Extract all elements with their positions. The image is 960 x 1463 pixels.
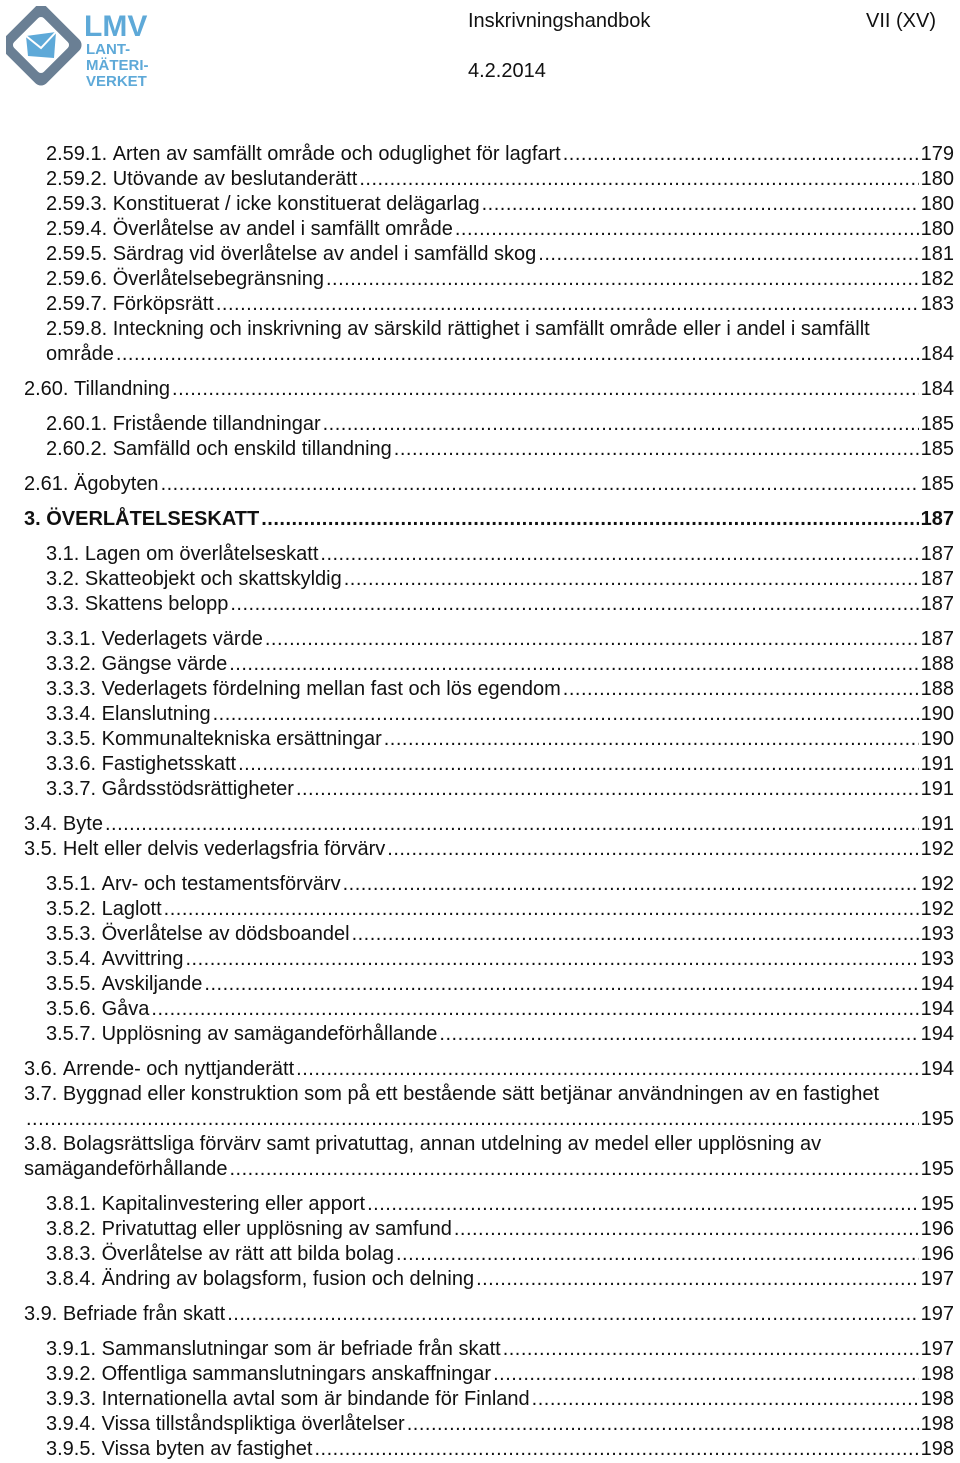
toc-number: 3.9.2. (46, 1363, 102, 1385)
toc-number: 3.5.1. (46, 873, 102, 895)
toc-entry[interactable] (0, 997, 960, 1022)
toc-leader-dots (213, 702, 919, 727)
toc-title: Överlåtelse av andel i samfällt område (112, 218, 453, 240)
toc-number: 3.5. (24, 838, 63, 860)
toc-page-number: 190 (920, 728, 954, 750)
toc-title: Arten av samfällt område och oduglighet för lagfart (112, 143, 561, 165)
toc-leader-dots (493, 1362, 919, 1387)
toc-title: Samfälld och enskild tillandning (112, 438, 392, 460)
toc-number: 3.9. (24, 1303, 63, 1325)
toc-number: 2.59.4. (46, 218, 113, 240)
toc-entry[interactable] (0, 1132, 960, 1182)
toc-title: Inteckning och inskrivning av särskild rättighet i samfällt område eller i andel i samfällt (112, 318, 870, 340)
toc-entry[interactable] (0, 1362, 960, 1387)
toc-title-continuation: samägandeförhållande (24, 1158, 228, 1180)
toc-entry[interactable] (0, 1217, 960, 1242)
toc-title: Elanslutning (101, 703, 211, 725)
toc-page-number: 194 (920, 1058, 954, 1080)
toc-entry[interactable] (0, 412, 960, 437)
toc-title: Arv- och testamentsförvärv (101, 873, 341, 895)
toc-number: 3.8.2. (46, 1218, 102, 1240)
toc-leader-dots (164, 897, 919, 922)
toc-leader-dots (296, 777, 919, 802)
toc-title: Avvittring (101, 948, 184, 970)
toc-entry[interactable] (0, 702, 960, 727)
toc-page-number: 180 (920, 193, 954, 215)
toc-page-number: 198 (920, 1438, 954, 1460)
toc-page-number: 184 (920, 378, 954, 400)
toc-page-number: 185 (920, 438, 954, 460)
toc-number: 3.5.4. (46, 948, 102, 970)
toc-number: 2.60.2. (46, 438, 113, 460)
toc-page-number: 197 (920, 1338, 954, 1360)
toc-page-number: 187 (920, 593, 954, 615)
toc-entry[interactable] (0, 652, 960, 677)
toc-entry[interactable] (0, 267, 960, 292)
toc-number: 3.3.7. (46, 778, 102, 800)
toc-title: Befriade från skatt (62, 1303, 226, 1325)
toc-entry[interactable] (0, 777, 960, 802)
toc-title: Byte (62, 813, 103, 835)
toc-entry[interactable] (0, 1057, 960, 1082)
toc-leader-dots (455, 217, 919, 242)
toc-number: 3.5.7. (46, 1023, 102, 1045)
toc-leader-dots (563, 142, 919, 167)
toc-page-number: 195 (920, 1158, 954, 1180)
toc-entry[interactable] (0, 167, 960, 192)
toc-number: 3.8.4. (46, 1268, 102, 1290)
toc-leader-dots (314, 1437, 918, 1462)
toc-title: Internationella avtal som är bindande för Finland (101, 1388, 530, 1410)
toc-entry[interactable] (0, 217, 960, 242)
toc-leader-dots (238, 752, 919, 777)
toc-number: 2.59.6. (46, 268, 113, 290)
toc-number: 3.5.6. (46, 998, 102, 1020)
toc-leader-dots (384, 727, 919, 752)
toc-number: 3.6. (24, 1058, 63, 1080)
toc-leader-dots (387, 837, 918, 862)
toc-number: 3.8.1. (46, 1193, 102, 1215)
toc-page-number: 197 (920, 1268, 954, 1290)
toc-page-number: 187 (920, 628, 954, 650)
toc-title: Avskiljande (101, 973, 203, 995)
toc-entry[interactable] (0, 947, 960, 972)
toc-title: Gängse värde (101, 653, 228, 675)
toc-number: 3.5.5. (46, 973, 102, 995)
toc-number: 3.9.1. (46, 1338, 102, 1360)
toc-number: 3.4. (24, 813, 63, 835)
toc-page-number: 188 (920, 653, 954, 675)
toc-title: Fastighetsskatt (101, 753, 237, 775)
toc-title: Förköpsrätt (112, 293, 214, 315)
toc-page-number: 192 (920, 898, 954, 920)
toc-page-number: 192 (920, 873, 954, 895)
toc-entry[interactable] (0, 437, 960, 462)
toc-title: Offentliga sammanslutningars anskaffningar (101, 1363, 492, 1385)
toc-title: Fristående tillandningar (112, 413, 321, 435)
toc-number: 3.3.6. (46, 753, 102, 775)
toc-entry[interactable] (0, 472, 960, 497)
toc-leader-dots (367, 1192, 919, 1217)
toc-leader-dots (344, 567, 919, 592)
toc-leader-dots (323, 412, 919, 437)
toc-title: Kommunaltekniska ersättningar (101, 728, 382, 750)
toc-page-number: 184 (920, 343, 954, 365)
toc-title: Gårdsstödsrättigheter (101, 778, 294, 800)
toc-title: Privatuttag eller upplösning av samfund (101, 1218, 452, 1240)
toc-page-number: 198 (920, 1388, 954, 1410)
toc-page-number: 185 (920, 473, 954, 495)
toc-title: Överlåtelsebegränsning (112, 268, 324, 290)
toc-page-number: 180 (920, 218, 954, 240)
toc-page-number: 194 (920, 1023, 954, 1045)
toc-entry[interactable] (0, 317, 960, 367)
toc-number: 3.3.4. (46, 703, 102, 725)
toc-page-number: 193 (920, 923, 954, 945)
document-title: Inskrivningshandbok (468, 10, 651, 32)
toc-leader-dots (407, 1412, 919, 1437)
toc-entry[interactable] (0, 1242, 960, 1267)
toc-entry[interactable] (0, 922, 960, 947)
toc-page-number: 194 (920, 973, 954, 995)
toc-leader-dots (229, 652, 918, 677)
page-number: VII (XV) (866, 10, 937, 32)
toc-page-number: 192 (920, 838, 954, 860)
toc-page-number: 196 (920, 1243, 954, 1265)
toc-leader-dots (172, 377, 919, 402)
toc-leader-dots (320, 542, 918, 567)
toc-entry[interactable] (0, 1302, 960, 1327)
toc-title: Överlåtelse av rätt att bilda bolag (101, 1243, 394, 1265)
toc-number: 3.8.3. (46, 1243, 102, 1265)
toc-entry[interactable] (0, 1387, 960, 1412)
toc-number: 3.9.5. (46, 1438, 102, 1460)
toc-leader-dots (482, 192, 919, 217)
toc-title: Lagen om överlåtelseskatt (84, 543, 319, 565)
toc-leader-dots (352, 922, 919, 947)
toc-title: Skattens belopp (84, 593, 229, 615)
toc-page-number: 196 (920, 1218, 954, 1240)
toc-number: 3.3.5. (46, 728, 102, 750)
toc-title: Vederlagets värde (101, 628, 263, 650)
toc-title: Vissa byten av fastighet (101, 1438, 313, 1460)
toc-entry[interactable] (0, 592, 960, 617)
toc-title: Laglott (101, 898, 162, 920)
toc-entry[interactable] (0, 627, 960, 652)
document-date: 4.2.2014 (468, 60, 546, 82)
toc-entry[interactable] (0, 897, 960, 922)
toc-entry[interactable] (0, 677, 960, 702)
toc-entry[interactable] (0, 1337, 960, 1362)
toc-page-number: 198 (920, 1413, 954, 1435)
toc-entry[interactable] (0, 972, 960, 997)
toc-leader-dots (538, 242, 918, 267)
toc-leader-dots (563, 677, 919, 702)
toc-entry[interactable] (0, 542, 960, 567)
toc-page-number: 179 (920, 143, 954, 165)
toc-number: 3.3. (46, 593, 85, 615)
toc-title: Arrende- och nyttjanderätt (62, 1058, 295, 1080)
toc-number: 2.59.5. (46, 243, 113, 265)
toc-title-continuation: område (46, 343, 114, 365)
toc-leader-dots (26, 1107, 919, 1132)
toc-leader-dots (116, 342, 919, 367)
toc-leader-dots (227, 1302, 918, 1327)
toc-number: 3.3.2. (46, 653, 102, 675)
toc-page-number: 193 (920, 948, 954, 970)
svg-text:MÄTERI-: MÄTERI- (86, 57, 149, 74)
svg-text:LANT-: LANT- (86, 41, 131, 58)
toc-title: Ändring av bolagsform, fusion och delning (101, 1268, 475, 1290)
toc-entry[interactable] (0, 1437, 960, 1462)
toc-number: 2.59.1. (46, 143, 113, 165)
toc-number: 2.59.2. (46, 168, 113, 190)
toc-title: Bolagsrättsliga förvärv samt privatuttag, annan utdelning av medel eller upplösning av (62, 1133, 822, 1155)
toc-page-number: 180 (920, 168, 954, 190)
toc-title: Ägobyten (74, 473, 159, 495)
toc-leader-dots (359, 167, 918, 192)
toc-page-number: 195 (920, 1193, 954, 1215)
toc-page-number: 191 (920, 778, 954, 800)
toc-number: 2.60. (24, 378, 75, 400)
toc-page-number: 188 (920, 678, 954, 700)
toc-number: 3.9.3. (46, 1388, 102, 1410)
toc-leader-dots (454, 1217, 919, 1242)
toc-entry[interactable] (0, 1267, 960, 1292)
toc-number: 3.9.4. (46, 1413, 102, 1435)
toc-leader-dots (503, 1337, 919, 1362)
toc-entry[interactable] (0, 812, 960, 837)
toc-entry[interactable] (0, 727, 960, 752)
toc-title: Byggnad eller konstruktion som på ett bestående sätt betjänar användningen av en fastighet (62, 1083, 880, 1105)
toc-entry[interactable] (0, 192, 960, 217)
toc-number: 3.3.3. (46, 678, 102, 700)
toc-page-number: 194 (920, 998, 954, 1020)
toc-page-number: 198 (920, 1363, 954, 1385)
toc-number: 3.8. (24, 1133, 63, 1155)
toc-page-number: 191 (920, 813, 954, 835)
toc-number: 3.2. (46, 568, 85, 590)
toc-leader-dots (261, 507, 918, 532)
toc-title: Skatteobjekt och skattskyldig (84, 568, 342, 590)
toc-leader-dots (204, 972, 918, 997)
toc-page-number: 191 (920, 753, 954, 775)
toc-title: Helt eller delvis vederlagsfria förvärv (62, 838, 386, 860)
toc-leader-dots (186, 947, 919, 972)
toc-number: 2.59.7. (46, 293, 113, 315)
toc-leader-dots (439, 1022, 918, 1047)
toc-number: 3.1. (46, 543, 85, 565)
toc-entry[interactable] (0, 377, 960, 402)
toc-title: Konstituerat / icke konstituerat delägarlag (112, 193, 480, 215)
toc-entry[interactable] (0, 837, 960, 862)
toc-number: 3.7. (24, 1083, 63, 1105)
toc-leader-dots (394, 437, 919, 462)
toc-title: Vederlagets fördelning mellan fast och lös egendom (101, 678, 561, 700)
toc-entry[interactable] (0, 1022, 960, 1047)
toc-entry[interactable] (0, 142, 960, 167)
toc-leader-dots (151, 997, 918, 1022)
toc-number: 2.60.1. (46, 413, 113, 435)
toc-leader-dots (216, 292, 919, 317)
toc-page-number: 190 (920, 703, 954, 725)
toc-title: Tillandning (74, 378, 171, 400)
toc-entry[interactable] (0, 752, 960, 777)
toc-page-number: 197 (920, 1303, 954, 1325)
toc-entry[interactable] (0, 1192, 960, 1217)
toc-entry[interactable] (0, 1082, 960, 1132)
toc-leader-dots (230, 1157, 919, 1182)
toc-page-number: 181 (920, 243, 954, 265)
toc-title: ÖVERLÅTELSESKATT (46, 508, 260, 530)
toc-page-number: 183 (920, 293, 954, 315)
toc-title: Överlåtelse av dödsboandel (101, 923, 350, 945)
toc-leader-dots (161, 472, 919, 497)
toc-leader-dots (343, 872, 919, 897)
toc-leader-dots (265, 627, 919, 652)
toc-number: 2.59.8. (46, 318, 113, 340)
toc-leader-dots (532, 1387, 919, 1412)
toc-page-number: 195 (920, 1108, 954, 1130)
toc-leader-dots (230, 592, 918, 617)
toc-leader-dots (396, 1242, 919, 1267)
toc-number: 2.61. (24, 473, 75, 495)
toc-title: Vissa tillståndspliktiga överlåtelser (101, 1413, 405, 1435)
toc-number: 3.3.1. (46, 628, 102, 650)
toc-entry[interactable] (0, 242, 960, 267)
toc-entry[interactable] (0, 292, 960, 317)
toc-page-number: 182 (920, 268, 954, 290)
svg-text:LMV: LMV (84, 10, 148, 43)
toc-page-number: 185 (920, 413, 954, 435)
toc-title: Upplösning av samägandeförhållande (101, 1023, 438, 1045)
toc-number: 3.5.2. (46, 898, 102, 920)
toc-number: 2.59.3. (46, 193, 113, 215)
toc-page-number: 187 (920, 508, 954, 530)
toc-number: 3. (24, 508, 47, 530)
toc-entry[interactable] (0, 507, 960, 532)
toc-title: Gåva (101, 998, 150, 1020)
toc-entry[interactable] (0, 567, 960, 592)
toc-title: Utövande av beslutanderätt (112, 168, 358, 190)
toc-title: Särdrag vid överlåtelse av andel i samfälld skog (112, 243, 537, 265)
svg-text:VERKET: VERKET (86, 73, 147, 90)
toc-title: Sammanslutningar som är befriade från skatt (101, 1338, 501, 1360)
toc-leader-dots (476, 1267, 919, 1292)
toc-leader-dots (326, 267, 919, 292)
toc-title: Kapitalinvestering eller apport (101, 1193, 366, 1215)
toc-number: 3.5.3. (46, 923, 102, 945)
toc-entry[interactable] (0, 872, 960, 897)
toc-leader-dots (296, 1057, 918, 1082)
toc-entry[interactable] (0, 1412, 960, 1437)
toc-leader-dots (105, 812, 919, 837)
toc-page-number: 187 (920, 543, 954, 565)
toc-page-number: 187 (920, 568, 954, 590)
